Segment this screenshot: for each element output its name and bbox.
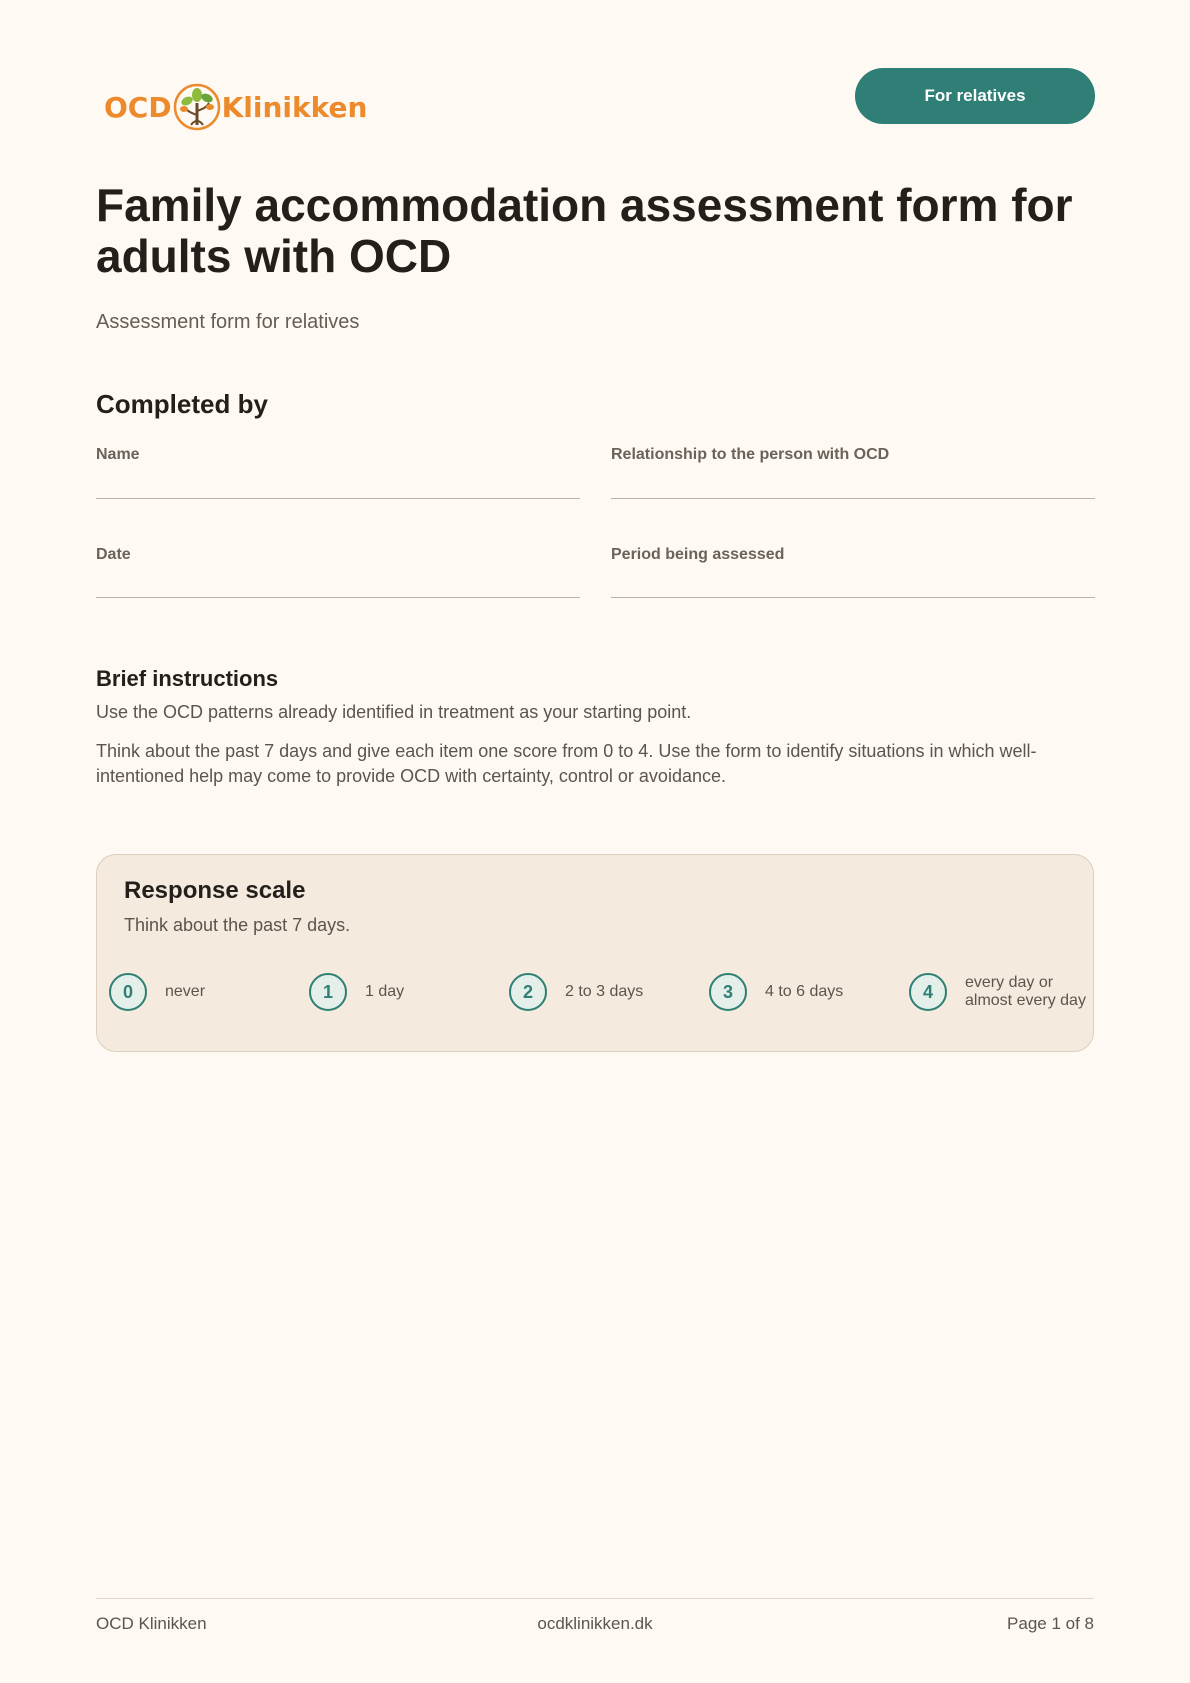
scale-item-1: [309, 971, 404, 1013]
scale-label-3: 4 to 6 days: [765, 983, 844, 1000]
response-scale-box: [96, 854, 1094, 1052]
name-field[interactable]: [96, 446, 580, 500]
logo: [104, 80, 367, 134]
response-scale-subtitle: Think about the past 7 days.: [124, 915, 351, 935]
tree-logo-icon: [173, 81, 221, 133]
date-field-label: Date: [96, 546, 131, 563]
relationship-field-line[interactable]: [611, 498, 1095, 499]
footer-website: ocdklinikken.dk: [537, 1614, 653, 1633]
footer-divider: [96, 1598, 1094, 1599]
instructions-heading: Brief instructions: [96, 666, 279, 691]
scale-value-0: 0: [109, 973, 147, 1011]
page-title: Family accommodation assessment form for adults with OCD: [96, 179, 1073, 282]
scale-item-4: [909, 971, 1095, 1013]
scale-label-2: 2 to 3 days: [565, 983, 644, 1000]
name-field-line[interactable]: [96, 498, 580, 499]
for-relatives-badge: For relatives: [855, 68, 1095, 124]
scale-label-0: never: [165, 983, 206, 1000]
period-field-label: Period being assessed: [611, 546, 785, 563]
scale-label-4: every day or almost every day: [965, 974, 1086, 1009]
period-field[interactable]: [611, 546, 1095, 600]
name-field-label: Name: [96, 446, 140, 463]
instructions-paragraph-1: Use the OCD patterns already identified in treatment as your starting point.: [96, 702, 692, 722]
scale-value-2: 2: [509, 973, 547, 1011]
page-subtitle: Assessment form for relatives: [96, 311, 360, 333]
scale-item-2: [509, 971, 643, 1013]
relationship-field[interactable]: [611, 446, 1095, 500]
scale-value-3: 3: [709, 973, 747, 1011]
relationship-field-label: Relationship to the person with OCD: [611, 446, 890, 463]
scale-item-0: [109, 971, 205, 1013]
footer-page-number: Page 1 of 8: [1007, 1614, 1094, 1633]
period-field-line[interactable]: [611, 597, 1095, 598]
scale-item-3: [709, 971, 843, 1013]
date-field-line[interactable]: [96, 597, 580, 598]
date-field[interactable]: [96, 546, 580, 600]
footer-left: OCD Klinikken: [96, 1614, 207, 1633]
logo-text-ocd: OCD: [104, 90, 172, 124]
response-scale-title: Response scale: [124, 877, 306, 904]
completed-by-heading: Completed by: [96, 389, 268, 419]
scale-label-1: 1 day: [365, 983, 405, 1000]
scale-value-1: 1: [309, 973, 347, 1011]
instructions-paragraph-2: Think about the past 7 days and give each item one score from 0 to 4. Use the form to identify situations in which well-intentioned help may come to provide OCD with certainty, control or avoidance.: [96, 741, 1037, 786]
scale-value-4: 4: [909, 973, 947, 1011]
logo-text-klinikken: Klinikken: [221, 90, 368, 124]
